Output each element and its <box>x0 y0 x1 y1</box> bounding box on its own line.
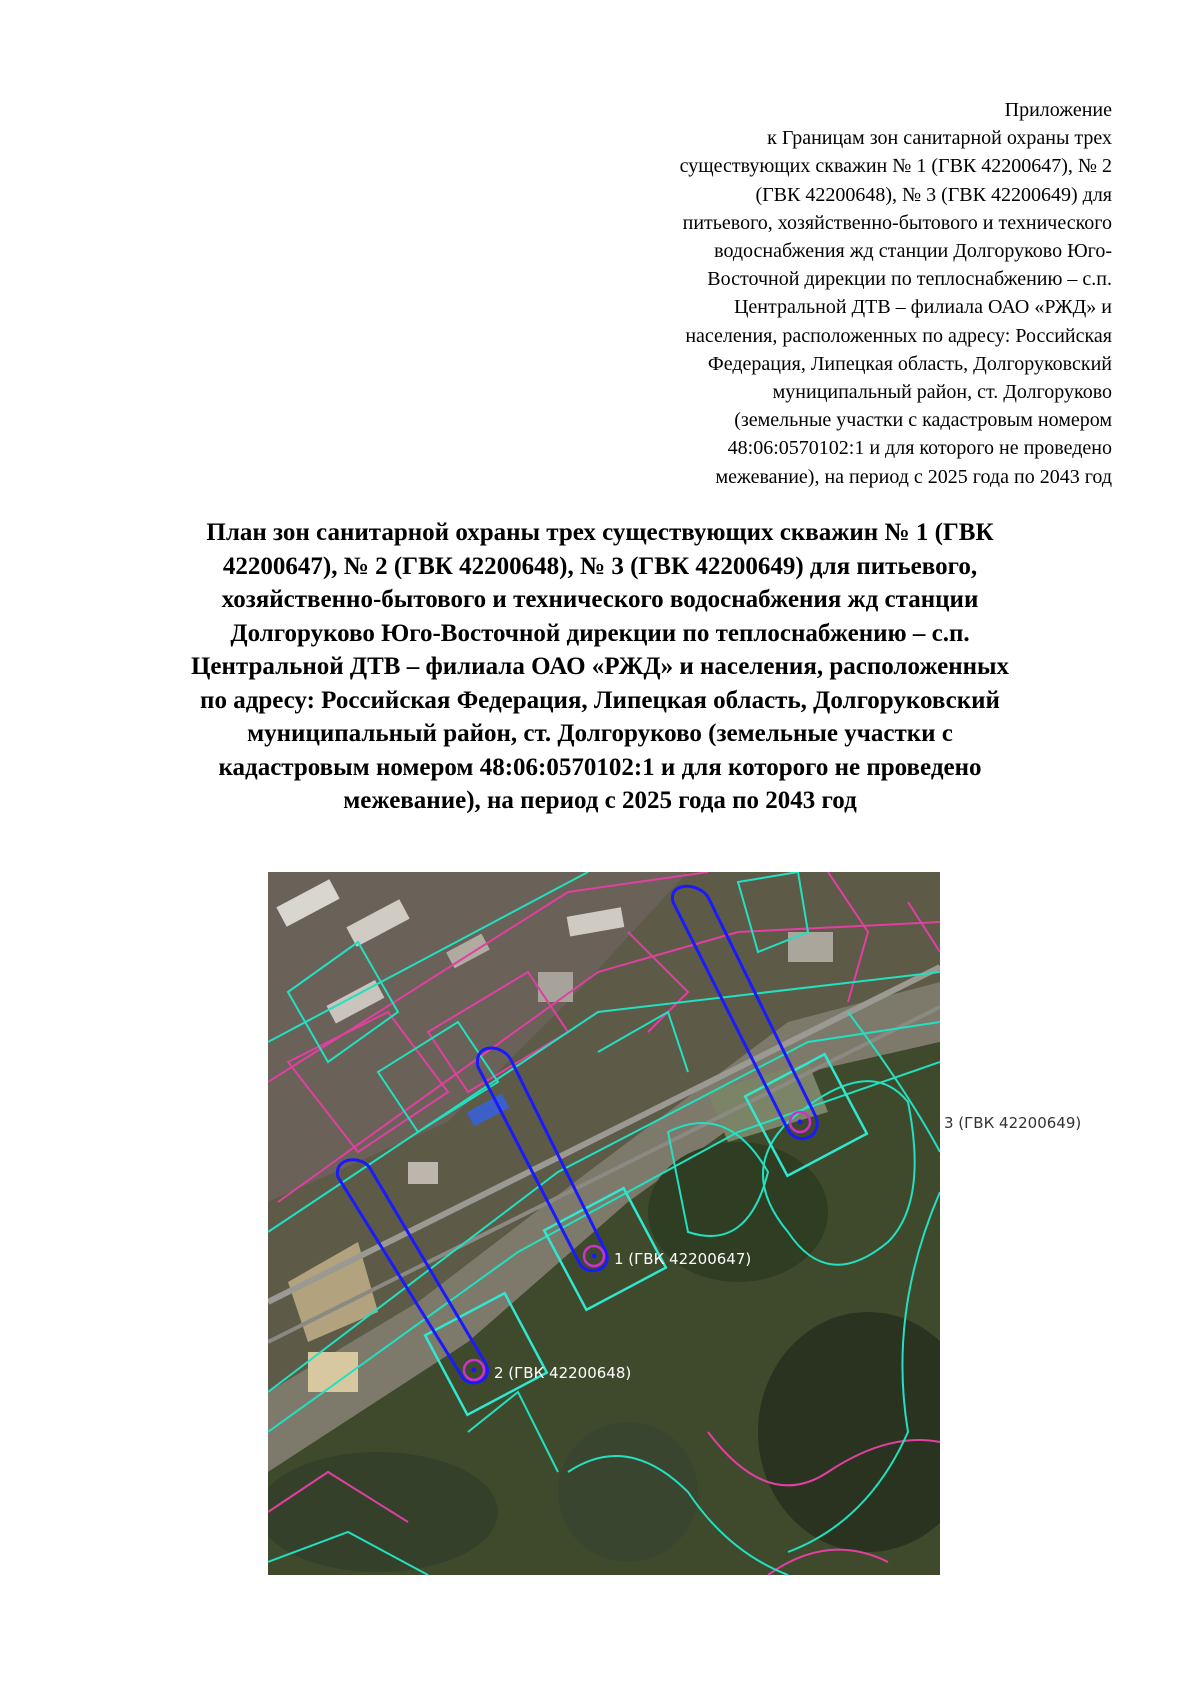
appendix-line: водоснабжения жд станции Долгоруково Юго- <box>714 240 1112 263</box>
appendix-line: (земельные участки с кадастровым номером <box>734 409 1112 432</box>
appendix-line: (ГВК 42200648), № 3 (ГВК 42200649) для <box>755 183 1112 206</box>
appendix-line: Центральной ДТВ – филиала ОАО «РЖД» и <box>733 296 1112 319</box>
title-line: по адресу: Российская Федерация, Липецкая область, Долгоруковский <box>200 686 1000 714</box>
appendix-line: питьевого, хозяйственно-бытового и технического <box>682 211 1112 234</box>
appendix-line: Восточной дирекции по теплоснабжению – с.п. <box>707 268 1112 291</box>
document-title <box>60 516 1140 818</box>
appendix-line: Федерация, Липецкая область, Долгоруковский <box>707 352 1112 375</box>
appendix-line: населения, расположенных по адресу: Российская <box>685 324 1112 347</box>
satellite-map <box>268 872 1082 1575</box>
title-line: муниципальный район, ст. Долгоруково (земельные участки с <box>247 720 953 747</box>
title-line: кадастровым номером 48:06:0570102:1 и для которого не проведено <box>218 753 982 781</box>
appendix-line: 48:06:0570102:1 и для которого не проведено <box>727 437 1112 460</box>
title-line: Долгоруково Юго-Восточной дирекции по теплоснабжению – с.п. <box>230 619 970 647</box>
title-line: хозяйственно-бытового и технического водоснабжения жд станции <box>221 586 979 613</box>
appendix-block <box>552 96 1112 491</box>
appendix-line: муниципальный район, ст. Долгоруково <box>772 381 1112 404</box>
well-1-label: 1 (ГВК 42200647) <box>614 1250 752 1268</box>
title-line: Центральной ДТВ – филиала ОАО «РЖД» и населения, расположенных <box>190 653 1010 680</box>
appendix-line: к Границам зон санитарной охраны трех <box>767 127 1112 150</box>
appendix-line: существующих скважин № 1 (ГВК 42200647), № 2 <box>679 155 1112 178</box>
well-2-label: 2 (ГВК 42200648) <box>494 1364 632 1382</box>
appendix-line: Приложение <box>1004 99 1112 121</box>
appendix-line: межевание), на период с 2025 года по 2043 год <box>715 465 1112 488</box>
title-line: межевание), на период с 2025 года по 2043 год <box>343 787 857 814</box>
title-line: 42200647), № 2 (ГВК 42200648), № 3 (ГВК 42200649) для питьевого, <box>222 552 978 580</box>
map-image <box>268 872 940 1575</box>
title-line: План зон санитарной охраны трех существующих скважин № 1 (ГВК <box>206 519 994 546</box>
well-3-label: 3 (ГВК 42200649) <box>944 1114 1082 1132</box>
